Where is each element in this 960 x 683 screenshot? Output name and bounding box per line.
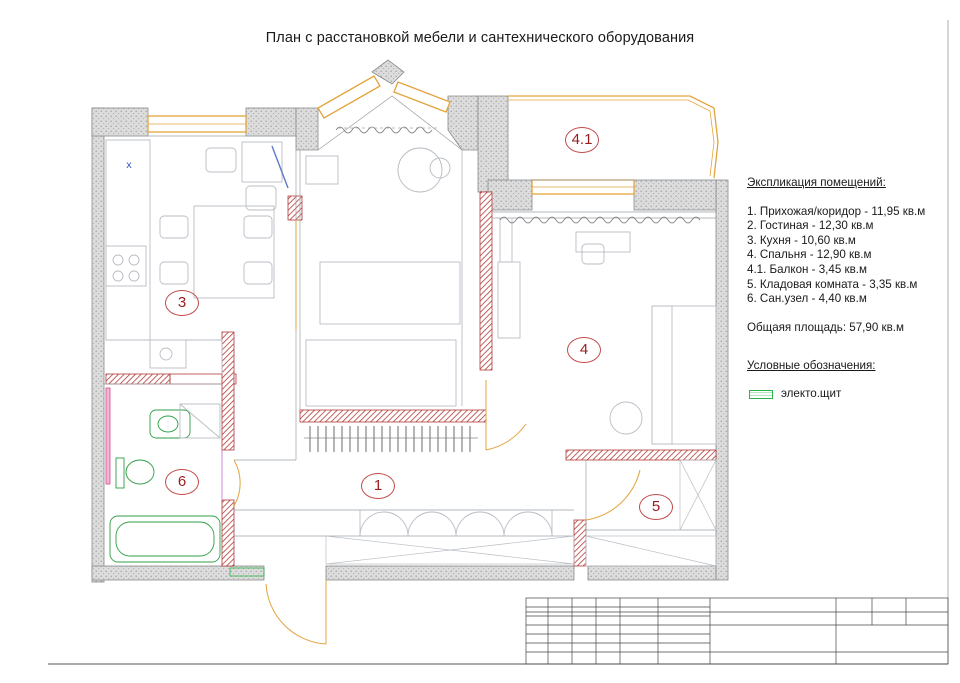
wardrobe-doors [360,510,552,536]
room-number-balcony: 4.1 [568,130,596,150]
explication-row: 2. Гостиная - 12,30 кв.м [747,219,874,233]
doors [234,220,640,644]
kitchen-marker: x [126,160,132,171]
room-outlines [104,96,716,566]
explication-row: 1. Прихожая/коридор - 11,95 кв.м [747,204,926,218]
explication-row: 3. Кухня - 10,60 кв.м [747,233,856,247]
explication-row: 4. Спальня - 12,90 кв.м [747,248,872,262]
electrical-panel-icon [749,390,773,399]
hallway-rack [326,536,574,564]
explication-heading: Экспликация помещений: [747,176,886,189]
closet-hangers [304,426,478,452]
windows [148,76,718,194]
explication-row: 6. Сан.узел - 4,40 кв.м [747,292,867,306]
legend-item-label: электо.щит [781,386,842,400]
total-area: Общаяя площадь: 57,90 кв.м [747,320,904,334]
title-block [526,598,948,664]
outer-walls [92,60,728,582]
explication-row: 4.1. Балкон - 3,45 кв.м [747,262,867,276]
room-number-hall: 1 [364,476,392,496]
kitchen-furniture [106,140,288,374]
room-number-storage: 5 [642,497,670,517]
room-number-bedroom: 4 [570,340,598,360]
legend-item-electrical-panel [747,387,957,402]
room-number-bathroom: 6 [168,472,196,492]
legend-heading: Условные обозначения: [747,359,876,373]
explication-panel [747,176,957,402]
living-furniture [306,128,462,406]
room-number-kitchen: 3 [168,293,196,313]
explication-row: 5. Кладовая комната - 3,35 кв.м [747,277,918,291]
drawing-title: План с расстановкой мебели и сантехнического оборудования [265,30,695,46]
bedroom-furniture [498,218,716,444]
